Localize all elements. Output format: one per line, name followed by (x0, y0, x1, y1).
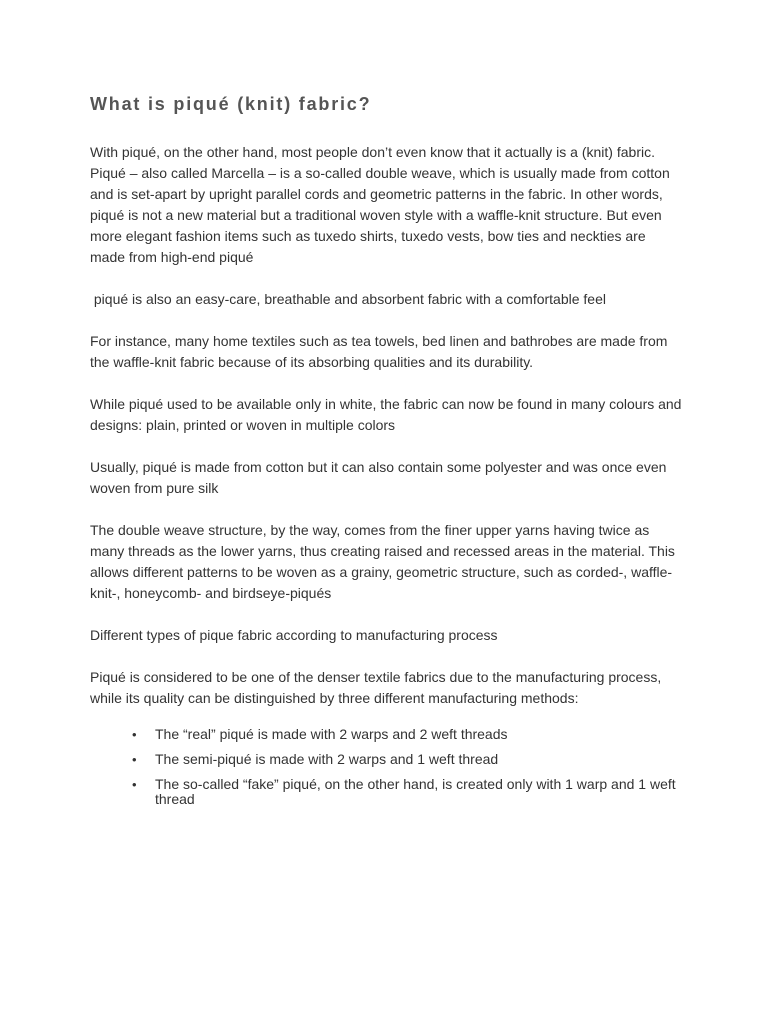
paragraph-manufacturing: Piqué is considered to be one of the denser textile fabrics due to the manufacturing process, while its quality can be distinguished by three different manufacturing methods: (90, 669, 662, 706)
document-page (90, 92, 682, 817)
paragraph-materials: Usually, piqué is made from cotton but it can also contain some polyester and was once even woven from pure silk (90, 459, 667, 496)
page-title: What is piqué (knit) fabric? (90, 94, 372, 114)
paragraph-colours: While piqué used to be available only in white, the fabric can now be found in many colours and designs: plain, printed or woven in multiple colors (90, 396, 682, 433)
paragraph-intro: With piqué, on the other hand, most people don’t even know that it actually is a (knit) fabric. Piqué – also called Marcella – is a so-called double weave, which is usually made from cotton and is set-apart by upright parallel cords and geometric patterns in the fabric. In other words, piqué is not a new material but a traditional woven style with a waffle-knit structure. But even more elegant fashion items such as tuxedo shirts, tuxedo vests, bow ties and neckties are made from high-end piqué (90, 144, 670, 265)
list-item: • The “real” piqué is made with 2 warps and 2 weft threads (155, 727, 682, 742)
paragraph-easy-care: piqué is also an easy-care, breathable and absorbent fabric with a comfortable feel (90, 291, 606, 307)
manufacturing-methods-list (90, 727, 682, 807)
list-item: • The semi-piqué is made with 2 warps and 1 weft thread (155, 752, 682, 767)
paragraph-types-heading: Different types of pique fabric according to manufacturing process (90, 627, 498, 643)
paragraph-home-textiles: For instance, many home textiles such as tea towels, bed linen and bathrobes are made from the waffle-knit fabric because of its absorbing qualities and its durability. (90, 333, 668, 370)
paragraph-double-weave: The double weave structure, by the way, comes from the finer upper yarns having twice as many threads as the lower yarns, thus creating raised and recessed areas in the material. This allows different patterns to be woven as a grainy, geometric structure, such as corded-, waffle-knit-, honeycomb- and birdseye-piqués (90, 522, 675, 601)
list-item: • The so-called “fake” piqué, on the other hand, is created only with 1 warp and 1 weft thread (155, 777, 682, 807)
